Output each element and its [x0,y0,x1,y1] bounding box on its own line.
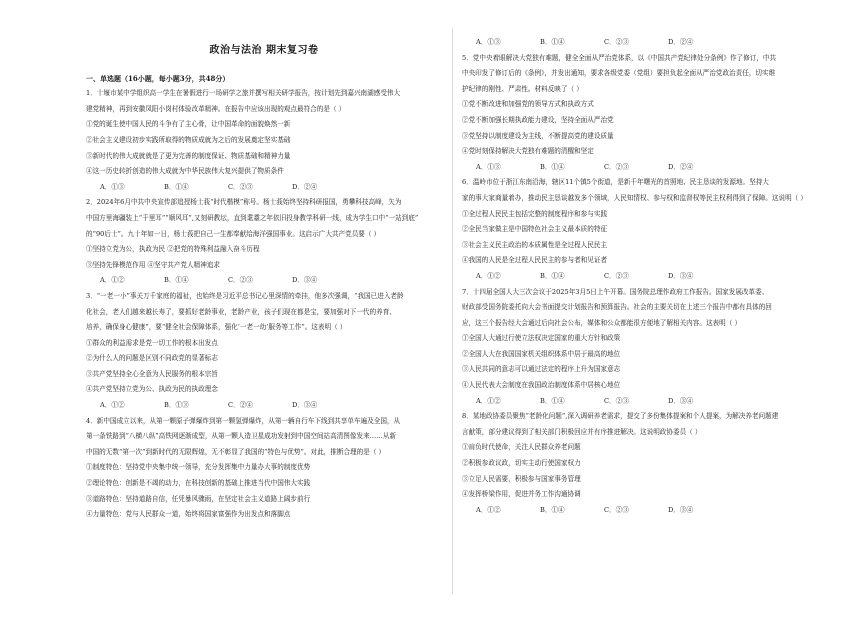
answer-option[interactable]: A．①② [476,396,501,405]
answer-option[interactable]: D．③④ [292,276,318,285]
statement-item: ①党不断改进和加强党的领导方式和执政方式 [462,100,594,109]
answer-options [86,398,442,414]
statement-item: ③人民共同的意志可以通过法定的程序上升为国家意志 [462,365,621,374]
answer-options [462,160,822,176]
answer-option[interactable]: C．②④ [228,401,253,410]
right-column [462,35,822,643]
answer-option[interactable]: A．①② [100,276,125,285]
answer-option[interactable]: B．①④ [540,396,565,405]
statement-item: ③党坚持以制度建设为主线，不断提高党的建设质量 [462,131,614,140]
question-stem-line: 言献策，部分建议得到了相关部门积极回应并有序推进解决。这说明政协委员（ ） [462,427,702,436]
section-heading: 一、单选题（16小题，每小题3分，共48分） [86,73,230,83]
question [86,195,442,289]
question-stem-line: 4．新中国成立以来，从第一颗原子弹爆炸到第一颗氢弹爆炸，从第一辆自行车下线到共享单车遍及全国，从 [86,416,401,425]
question-stem-line: 5．党中央着眼解决大党独有难题，健全全面从严治党体系，以《中国共产党纪律处分条例》作了修订，中共 [462,53,777,62]
statement-item: ④我国的人民是全过程人民民主的参与者和见证者 [462,256,608,265]
left-questions [86,86,442,523]
statement-item: ④发挥桥梁作用，促进并务工作沟通协调 [462,490,581,499]
answer-option[interactable]: C．②③ [604,38,629,46]
answer-option[interactable]: A．①② [476,505,501,514]
question-stem-line: 财政部受国务院委托向大会书面提交计划报告和预算报告。社会的主要关切在上述三个报告中都有具体的回 [462,303,772,312]
answer-option[interactable]: D．③④ [668,505,694,514]
statement-item: ④党时刻保持解决大党独有难题的清醒和坚定 [462,147,594,156]
question-stem-line: 第一条铁路到“八横八纵”高铁网逐渐成型，从第一颗人造卫星成功发射到中国空间站高清图像发来……从新 [86,432,397,441]
answer-option[interactable]: D．②④ [292,182,318,191]
statement-item: ①党的诞生使中国人民的斗争有了主心骨，让中国革命的面貌焕然一新 [86,120,291,129]
answer-options [462,269,822,285]
answer-option[interactable]: B．①④ [540,271,565,280]
question [86,289,442,414]
statement-item: ①肩负时代使命，关注人民群众养老问题 [462,443,581,452]
question-stem-line: 化社会，老人们越来越长寿了，要抓好老龄事业，老龄产业，孩子们现在都是宝，要加强对下一代的养育、 [86,307,396,316]
question [462,35,822,51]
statement-item: ③立足人民需要，积极参与国家事务管理 [462,474,581,483]
answer-option[interactable]: D．③④ [668,271,694,280]
answer-option[interactable]: C．②③ [228,276,253,285]
right-questions [462,35,822,518]
question-stem-line: 家的事大家商量着办，推动民主恳谈越发多个领域，人民知情权、参与权和监督权等民主权利得到了保障。这说明（ ） [462,193,807,202]
answer-option[interactable]: D．②④ [668,162,694,171]
answer-option[interactable]: C．②③ [228,182,253,191]
statement-item: ②社会主义建设初步实践所取得的物质成就为之后的发展奠定坚实基础 [86,135,291,144]
question-stem-line: 中央印发了修订后的《条例》，并发出通知，要求各级党委（党组）要担负起全面从严治党政治责任，切实维 [462,69,776,78]
question [86,86,442,195]
answer-option[interactable]: B．①④ [540,162,565,171]
question-stem-line: 2．2024年6月中共中央宣传部追授杨士莪“时代楷模”称号。杨士莪始终坚持科研报国，勇攀科技高峰，矢为 [86,198,402,207]
statement-item: ①群众的利益需求是党一切工作的根本出发点 [86,338,218,347]
answer-option[interactable]: B．①③ [164,401,189,410]
question-stem-line: 7．十四届全国人大三次会议于2025年3月5日上午开幕。国务院总理作政府工作报告。国家发展改革委、 [462,287,769,296]
question-stem-line: 建党精神，再到安徽凤阳小岗村体验改革精神。在报告中应该出现的观点最符合的是（ ） [86,104,346,113]
answer-option[interactable]: B．①④ [540,38,565,46]
answer-option[interactable]: D．③④ [668,396,694,405]
question-stem-line: 中国方里海疆装上“千里耳”“顺风耳”,又刻研教坛，直到耄耋之年依旧投身教学科研一线，成为学生口中“一站到底” [86,213,419,222]
answer-option[interactable]: A．①③ [100,182,125,191]
answer-options [86,180,442,196]
answer-option[interactable]: D．③④ [292,401,318,410]
answer-option[interactable]: B．①④ [164,182,189,191]
question-stem-line: 培养，确保身心健康”，要“健全社会保障体系，强化‘一老一幼’服务等工作”。这表明（ ） [86,323,347,332]
statement-item: ④这一历史转折创造的伟大成就为中华民族伟大复兴提供了物质条件 [86,167,284,176]
answer-option[interactable]: A．①③ [476,162,501,171]
answer-option[interactable]: A．①③ [476,38,501,46]
statement-item: ③坚持先锋模范作用 ④坚守共产党人精神追求 [86,260,220,269]
answer-option[interactable]: B．①④ [540,505,565,514]
statement-item: ④力量特色：党与人民群众一道，始终将国家富强作为出发点和落脚点 [86,510,291,519]
question [462,285,822,410]
answer-option[interactable]: C．②③ [604,162,629,171]
statement-item: ①坚持立党为公，执政为民 ②把党的特殊利益融入奋斗历程 [86,245,260,254]
answer-options [462,503,822,519]
question-stem-line: 中国的无数“第一次”到新时代的无限辉煌，无不彰显了我国的“特色与优势”。对此，推断合理的是（ ） [86,447,386,456]
page-title: 政治与法治 期末复习卷 [209,45,319,56]
question [462,409,822,518]
statement-item: ④共产党坚持立党为公、执政为民的执政理念 [86,385,218,394]
question-stem-line: 3．“一老一小”事关万千家庭的福祉，也始终是习近平总书记心里深情的牵挂，他多次强调，“我国已进入老龄 [86,291,404,300]
left-column [86,0,442,608]
answer-option[interactable]: C．②③ [604,396,629,405]
statement-item: ①全过程人民民主包括完整的制度程序和参与实践 [462,209,608,218]
statement-item: ②为什么人的问题是区别不同政党的显著标志 [86,354,218,363]
answer-option[interactable]: C．②③ [604,505,629,514]
answer-option[interactable]: A．①② [476,271,501,280]
statement-item: ②全民当家做主是中国特色社会主义最本质的特征 [462,225,608,234]
question-stem-line: 8．某地政协委员聚焦“老龄化问题”,深入调研养老需求，提交了多份集体提案和个人提案，为解决养老问题建 [462,412,779,421]
question-stem-line: 的“90后士”。九十年如一日，杨士莪把自己一生都奉献给海洋强国事业。这启示广大共产党员要（ ） [86,229,381,238]
question-stem-line: 护纪律的刚性、严肃性。材料反映了（ ） [462,84,583,93]
answer-option[interactable]: D．②④ [668,38,694,46]
answer-option[interactable]: C．②③ [604,271,629,280]
answer-options [462,394,822,410]
statement-item: ④人民代表大会制度在我国政治制度体系中居核心地位 [462,381,621,390]
answer-options [86,273,442,289]
answer-option[interactable]: B．①④ [164,276,189,285]
answer-option[interactable]: A．①② [100,401,125,410]
column-divider [452,28,453,594]
statement-item: ②积极参政议政，切实主动行使国家权力 [462,459,581,468]
statement-item: ③新时代的伟大成就就是了更为完善的制度保证、物质基础和精神力量 [86,151,291,160]
statement-item: ③道路特色：坚持道路自信，任凭暴风骤雨，在坚定社会主义道路上阔步前行 [86,494,311,503]
question [462,175,822,284]
statement-item: ③社会主义民主政治的本质属性是全过程人民民主 [462,240,608,249]
statement-item: ②理论特色：创新是不竭的动力，在科技创新的基础上推进当代中国伟大实践 [86,479,311,488]
question-stem-line: 应，这三个报告经大会通过后向社会公布，媒体和公众都能很方便地了解相关内容。这表明（ ） [462,318,742,327]
answer-options [462,35,822,51]
question [462,51,822,176]
statement-item: ①制度特色：坚持党中央集中统一领导，充分发挥集中力量办大事的制度优势 [86,463,311,472]
question-stem-line: 6．温岭市位于浙江东南沿海，辖区11个镇5个街道，是新千年曙光的首照地、民主恳谈的发源地。坚持大 [462,178,769,187]
question-stem-line: 1．十堰市某中学组织高一学生在暑假进行一场研学之旅并撰写相关研学报告，按计划先到嘉兴南湖感受伟大 [86,89,401,98]
statement-item: ②党不断加强长期执政能力建设，坚持全面从严治党 [462,115,614,124]
statement-item: ②全国人大在我国国家机关组织体系中居于最高的地位 [462,349,621,358]
question [86,414,442,523]
statement-item: ③共产党坚持全心全意为人民服务的根本宗旨 [86,369,218,378]
statement-item: ①全国人大通过行使立法权决定国家的重大方针和政策 [462,334,621,343]
